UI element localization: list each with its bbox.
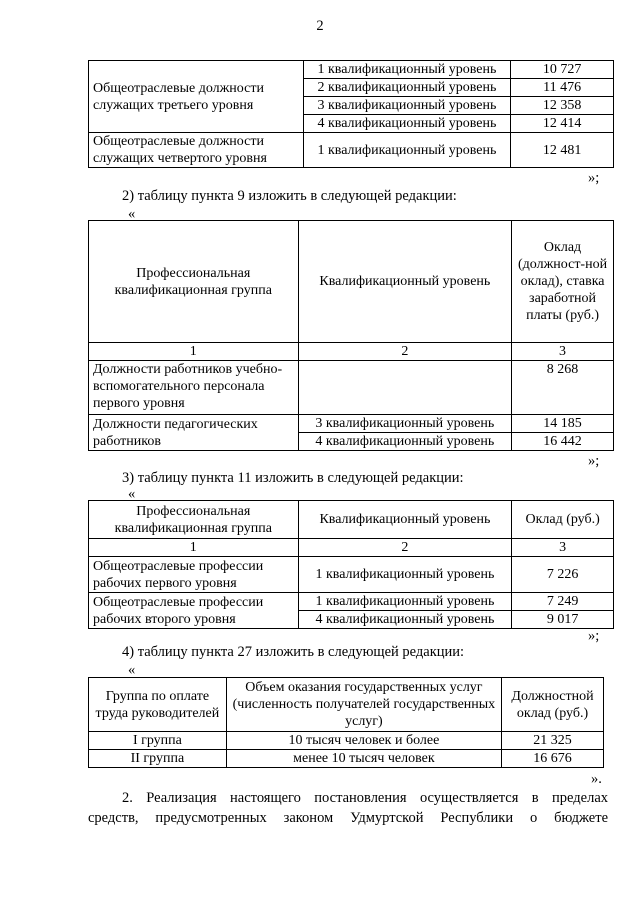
salary-cell: 11 476: [511, 79, 614, 97]
item2-intro: 2) таблицу пункта 9 изложить в следующей редакции:: [122, 188, 457, 204]
column-number: 3: [512, 539, 614, 557]
header-level: Квалификационный уровень: [298, 221, 512, 343]
level-cell: 3 квалификационный уровень: [303, 97, 511, 115]
group-cell: Общеотраслевые профессии рабочих первого уровня: [89, 557, 299, 593]
item3-intro: 3) таблицу пункта 11 изложить в следующей редакции:: [122, 470, 464, 486]
salary-cell: 12 358: [511, 97, 614, 115]
salary-cell: 14 185: [512, 415, 614, 433]
salary-cell: 12 414: [511, 115, 614, 133]
header-salary: Оклад (руб.): [512, 501, 614, 539]
level-cell: 4 квалификационный уровень: [298, 611, 512, 629]
group-cell: Должности педагогических работников: [89, 415, 299, 451]
group-cell: II группа: [89, 750, 227, 768]
salary-table-item3: [88, 500, 614, 629]
salary-cell: 21 325: [502, 732, 604, 750]
level-cell: 4 квалификационный уровень: [303, 115, 511, 133]
quote-close: »;: [588, 170, 600, 186]
page-number: 2: [316, 18, 324, 34]
level-cell: [298, 361, 512, 415]
salary-table-item4: [88, 677, 604, 768]
level-cell: 1 квалификационный уровень: [298, 557, 512, 593]
salary-table-top: [88, 60, 614, 168]
header-group: Профессиональная квалификационная группа: [89, 221, 299, 343]
header-salary: Оклад (должност-ной оклад), ставка заработной платы (руб.): [512, 221, 614, 343]
paragraph-line: средств, предусмотренных законом Удмуртской Республики о бюджете: [88, 810, 608, 826]
quote-close: ».: [591, 771, 602, 787]
column-number: 1: [89, 343, 299, 361]
salary-cell: 12 481: [511, 133, 614, 168]
header-group: Профессиональная квалификационная группа: [89, 501, 299, 539]
volume-cell: 10 тысяч человек и более: [226, 732, 501, 750]
level-cell: 2 квалификационный уровень: [303, 79, 511, 97]
group-cell: Общеотраслевые должности служащих четвертого уровня: [89, 133, 304, 168]
item4-intro: 4) таблицу пункта 27 изложить в следующей редакции:: [122, 644, 465, 660]
header-volume: Объем оказания государственных услуг (численность получателей государственных услуг): [226, 678, 501, 732]
column-number: 2: [298, 343, 512, 361]
volume-cell: менее 10 тысяч человек: [226, 750, 501, 768]
column-number: 3: [512, 343, 614, 361]
quote-close: »;: [588, 628, 600, 644]
level-cell: 4 квалификационный уровень: [298, 433, 512, 451]
salary-table-item2: [88, 220, 614, 451]
level-cell: 1 квалификационный уровень: [303, 133, 511, 168]
salary-cell: 7 249: [512, 593, 614, 611]
salary-cell: 7 226: [512, 557, 614, 593]
salary-cell: 16 676: [502, 750, 604, 768]
quote-close: »;: [588, 453, 600, 469]
group-cell: I группа: [89, 732, 227, 750]
salary-cell: 8 268: [512, 361, 614, 415]
header-level: Квалификационный уровень: [298, 501, 512, 539]
salary-cell: 10 727: [511, 61, 614, 79]
paragraph-line: 2. Реализация настоящего постановления осуществляется в пределах: [122, 790, 608, 806]
group-cell: Общеотраслевые должности служащих третьего уровня: [89, 61, 304, 133]
salary-cell: 9 017: [512, 611, 614, 629]
level-cell: 1 квалификационный уровень: [298, 593, 512, 611]
level-cell: 3 квалификационный уровень: [298, 415, 512, 433]
quote-open: «: [128, 662, 136, 678]
quote-open: «: [128, 486, 136, 502]
level-cell: 1 квалификационный уровень: [303, 61, 511, 79]
column-number: 1: [89, 539, 299, 557]
quote-open: «: [128, 206, 136, 222]
column-number: 2: [298, 539, 512, 557]
header-salary: Должностной оклад (руб.): [502, 678, 604, 732]
salary-cell: 16 442: [512, 433, 614, 451]
group-cell: Должности работников учебно-вспомогательного персонала первого уровня: [89, 361, 299, 415]
group-cell: Общеотраслевые профессии рабочих второго уровня: [89, 593, 299, 629]
header-group: Группа по оплате труда руководителей: [89, 678, 227, 732]
